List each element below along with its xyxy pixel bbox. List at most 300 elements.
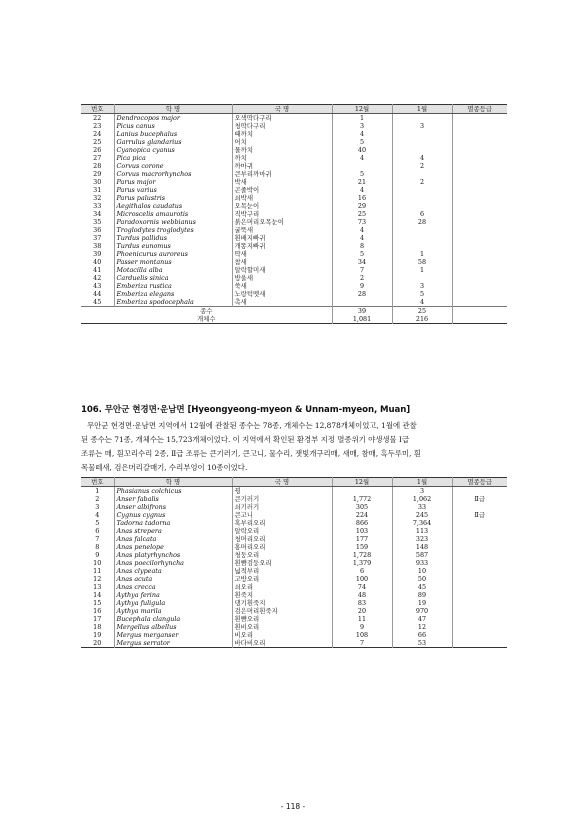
table-cell: 1,772 [332,495,392,503]
table-cell: 쇠기러기 [232,503,332,511]
table-cell: 1,062 [392,495,452,503]
table-cell: 9 [332,623,392,631]
table-row [81,559,507,567]
table-cell: 3 [392,122,452,130]
table-cell: 26 [93,146,102,154]
table-cell: Aegithalos caudatus [114,202,232,210]
table-row [81,138,507,146]
table-cell: 28 [332,290,392,298]
table-cell: Ⅱ급 [452,495,507,503]
table-cell: 12 [392,623,452,631]
table-cell [452,146,507,154]
table-row [81,591,507,599]
table-row [81,122,507,130]
table-cell: 4 [332,226,392,234]
table-cell: 쇠박새 [232,194,332,202]
table-row [81,527,507,535]
column-header: 멸종등급 [452,478,507,487]
table-row [81,551,507,559]
table-cell: 970 [392,607,452,615]
table-cell [452,551,507,559]
table-cell [452,575,507,583]
summary-label: 개체수 [196,315,216,323]
summary-label: 종수 [81,307,332,316]
table-cell: 흰뺨검둥오리 [232,559,332,567]
table-cell: 참새 [232,258,332,266]
table-cell: 4 [392,298,452,307]
table-row [81,575,507,583]
table-row [81,154,507,162]
species-table-2 [81,477,507,648]
table-cell [452,178,507,186]
table-cell [452,250,507,258]
table-cell: 오색딱다구리 [232,114,332,123]
table-cell: 113 [392,527,452,535]
table-cell [452,487,507,496]
table-cell: Anser albifrons [114,503,232,511]
table-cell: 곤줄박이 [232,186,332,194]
table-cell: 45 [392,583,452,591]
table-cell: 53 [392,639,452,648]
table-cell: 32 [93,194,102,202]
table-cell: 7 [332,266,392,274]
table-cell: 4 [332,130,392,138]
table-cell: Parus varius [114,186,232,194]
table-row [81,250,507,258]
column-header: 12월 [332,105,392,114]
table-cell: 2 [392,162,452,170]
table-cell [392,194,452,202]
table-cell: 50 [392,575,452,583]
table-cell [452,503,507,511]
table-cell: 45 [93,298,102,306]
table-cell: 굴뚝새 [232,226,332,234]
table-cell: 4 [95,511,100,519]
table-cell: 5 [332,170,392,178]
table-cell: 6 [95,527,100,535]
table-row [81,607,507,615]
table-cell: Parus major [114,178,232,186]
table-row [81,487,507,496]
table-cell: 흰비오리 [232,623,332,631]
table-cell: Tadorna tadorna [114,519,232,527]
table-cell [452,226,507,234]
table-cell: 혹부리오리 [232,519,332,527]
table-cell: 넓적부리 [232,567,332,575]
table-cell [392,130,452,138]
table-cell: 58 [392,258,452,266]
table-row [81,290,507,298]
table-cell: 6 [332,567,392,575]
table-cell [452,202,507,210]
table-cell: 5 [332,250,392,258]
table-cell: 물까치 [232,146,332,154]
table-cell: 11 [93,567,102,575]
table-row [81,639,507,648]
table-cell: 딱새 [232,250,332,258]
table-cell: Anas falcata [114,535,232,543]
table-cell: 어치 [232,138,332,146]
table-cell: Parus palustris [114,194,232,202]
table-cell: 5 [95,519,100,527]
table-cell: 청머리오리 [232,535,332,543]
table-row [81,503,507,511]
table-cell: Aythya fuligula [114,599,232,607]
table-cell: Anas acuta [114,575,232,583]
paragraph-line: 무안군 현경면·운남면 지역에서 12월에 관찰된 종수는 78종, 개체수는 12,878개체이었고, 1월에 관찰 [87,421,417,430]
table-row [81,583,507,591]
table-cell [452,535,507,543]
table-cell: 꿩 [232,487,332,496]
table-cell: Mergus serrator [114,639,232,648]
table-cell: 1,728 [332,551,392,559]
table-cell: 4 [392,154,452,162]
table-cell [452,315,507,324]
table-cell [452,519,507,527]
table-cell: 34 [332,258,392,266]
table-cell: 흰뺨오리 [232,615,332,623]
table-header-row [81,105,507,114]
table-cell: 33 [392,503,452,511]
table-cell: 15 [93,599,102,607]
table-row [81,170,507,178]
table-cell [452,543,507,551]
section-paragraph [81,419,507,475]
table-cell: 5 [392,290,452,298]
table-cell: Ⅱ급 [452,511,507,519]
table-cell: 47 [392,615,452,623]
table-cell: 3 [95,503,100,511]
table-cell: 쑥새 [232,282,332,290]
table-cell: 148 [392,543,452,551]
table-cell: Anas clypeata [114,567,232,575]
table-cell: 40 [93,258,102,266]
table-row [81,114,507,123]
summary-value: 25 [392,307,452,316]
table-cell: 노랑턱멧새 [232,290,332,298]
column-header: 국 명 [232,478,332,487]
column-header: 번호 [81,105,114,114]
table-cell: 323 [392,535,452,543]
table-cell [452,194,507,202]
table-cell: Cygnus cygnus [114,511,232,519]
table-cell: 29 [93,170,102,178]
table-row [81,194,507,202]
table-row [81,615,507,623]
table-cell [452,154,507,162]
table-cell: 박새 [232,178,332,186]
table-row [81,519,507,527]
table-cell [452,170,507,178]
table-cell: 18 [93,623,102,631]
table-row [81,186,507,194]
table-cell: 쇠오리 [232,583,332,591]
column-header: 1월 [392,105,452,114]
table-cell: 4 [332,186,392,194]
table-cell: 개똥지빠귀 [232,242,332,250]
table-cell [392,170,452,178]
table-cell: 27 [93,154,102,162]
table-cell [392,186,452,194]
species-table-1 [81,104,507,324]
page-number: - 118 - [280,802,306,811]
table-cell: Microscelis amaurotis [114,210,232,218]
table-cell [452,274,507,282]
table-cell: Dendrocopos major [114,114,232,123]
table-cell [452,631,507,639]
table-cell: 10 [392,567,452,575]
table-cell: 오목눈이 [232,202,332,210]
table-cell: Corvus corone [114,162,232,170]
table-cell: 큰기러기 [232,495,332,503]
table-row [81,567,507,575]
column-header: 학 명 [114,105,232,114]
column-header: 1월 [392,478,452,487]
table-cell [332,487,392,496]
paragraph-line: 된 종수는 71종, 개체수는 15,723개체이었다. 이 지역에서 확인된 환경부 지정 멸종위기 야생생물 Ⅰ급 [81,435,410,444]
table-row [81,258,507,266]
table-cell: 89 [392,591,452,599]
table-cell: 까치 [232,154,332,162]
column-header: 멸종등급 [452,105,507,114]
table-row [81,178,507,186]
table-cell: 2 [95,495,100,503]
table-cell [392,242,452,250]
table-cell [452,623,507,631]
table-cell: Aythya marila [114,607,232,615]
table-cell: 7,364 [392,519,452,527]
table-cell: 48 [332,591,392,599]
table-cell [452,583,507,591]
table-cell: 11 [332,615,392,623]
table-cell [452,138,507,146]
table-cell [452,114,507,123]
table-cell: Turdus pallidus [114,234,232,242]
table-cell [452,298,507,307]
table-cell: 16 [93,607,102,615]
table-cell: 159 [332,543,392,551]
table-cell: 4 [332,234,392,242]
table-cell: 83 [332,599,392,607]
table-cell: 4 [332,154,392,162]
table-cell: Anas penelope [114,543,232,551]
table-cell: Corvus macrorhynchos [114,170,232,178]
table-cell: Carduelis sinica [114,274,232,282]
column-header: 번호 [81,478,114,487]
table-row [81,599,507,607]
paragraph-line: 목물떼새, 검은머리갈매기, 수리부엉이 10종이었다. [81,463,248,472]
table-cell: 66 [392,631,452,639]
table-header-row [81,478,507,487]
table-cell: 흰죽지 [232,591,332,599]
table-cell: 때까치 [232,130,332,138]
table-cell: 8 [332,242,392,250]
table-cell: 43 [93,282,102,290]
table-cell: 까마귀 [232,162,332,170]
table-cell [452,615,507,623]
table-cell: 7 [95,535,100,543]
table-cell [392,138,452,146]
table-cell: 30 [93,178,102,186]
table-cell: 35 [93,218,102,226]
table-cell: Lanius bucephalus [114,130,232,138]
table-cell: 34 [93,210,102,218]
table-row [81,210,507,218]
summary-value: 39 [332,307,392,316]
table-cell [392,146,452,154]
table-cell: 큰부리까마귀 [232,170,332,178]
table-cell [452,290,507,298]
table-cell: 21 [332,178,392,186]
table-cell: Cyanopica cyanus [114,146,232,154]
table-row [81,234,507,242]
table-cell: 2 [392,178,452,186]
table-cell: 933 [392,559,452,567]
table-cell: 19 [392,599,452,607]
table-row [81,146,507,154]
table-cell: Phoenicurus auroreus [114,250,232,258]
table-cell: 촉새 [232,298,332,307]
table-cell [452,210,507,218]
table-cell: Passer montanus [114,258,232,266]
table-cell [452,607,507,615]
table-row [81,495,507,503]
table-cell [392,274,452,282]
table-cell: 알락할미새 [232,266,332,274]
table-cell: 37 [93,234,102,242]
table-row [81,266,507,274]
table-cell: 22 [93,114,102,122]
table-cell: Anas crecca [114,583,232,591]
table-cell: 9 [332,282,392,290]
table-cell [392,202,452,210]
table-cell: 1 [392,266,452,274]
table-cell: 16 [332,194,392,202]
table-cell: 청둥오리 [232,551,332,559]
table-cell: Anas platyrhynchos [114,551,232,559]
table-cell [392,226,452,234]
table-cell [392,234,452,242]
table-cell: 28 [93,162,102,170]
table-cell: 23 [93,122,102,130]
table-cell: 비오리 [232,631,332,639]
table-cell: Garrulus glandarius [114,138,232,146]
table-cell: 17 [93,615,102,623]
table-cell: 41 [93,266,102,274]
summary-value: 216 [392,315,452,324]
table-row [81,130,507,138]
table-cell: 3 [392,487,452,496]
table-cell: 177 [332,535,392,543]
table-cell: 5 [332,138,392,146]
paragraph-line: 조류는 매, 흰꼬리수리 2종, Ⅱ급 조류는 큰기러기, 큰고니, 물수리, 잿빛개구리매, 새매, 참매, 흑두루미, 흰 [81,449,421,458]
table-row [81,298,507,307]
table-cell: Pica pica [114,154,232,162]
table-cell: 1 [332,114,392,123]
table-cell: 224 [332,511,392,519]
summary-row [81,315,507,324]
table-cell: Phasianus colchicus [114,487,232,496]
table-cell [452,162,507,170]
table-cell: 직박구리 [232,210,332,218]
table-cell: Motacilla alba [114,266,232,274]
column-header: 국 명 [232,105,332,114]
table-cell: 7 [332,639,392,648]
table-cell [452,266,507,274]
table-row [81,511,507,519]
table-cell: 1,379 [332,559,392,567]
summary-value: 1,081 [332,315,392,324]
summary-row [81,307,507,316]
table-cell: 36 [93,226,102,234]
table-cell: Turdus eunomus [114,242,232,250]
table-cell [452,234,507,242]
table-cell: 6 [392,210,452,218]
table-cell [452,186,507,194]
column-header: 학 명 [114,478,232,487]
table-cell: Picus canus [114,122,232,130]
table-cell [452,258,507,266]
table-cell: 40 [332,146,392,154]
table-cell: 42 [93,274,102,282]
table-cell: Paradoxornis webbianus [114,218,232,226]
table-cell: 38 [93,242,102,250]
table-cell: Emberiza spodocephala [114,298,232,307]
table-cell: Anser fabalis [114,495,232,503]
table-cell [452,591,507,599]
table-cell: 바다비오리 [232,639,332,648]
table-cell [452,122,507,130]
table-row [81,535,507,543]
table-row [81,202,507,210]
table-cell: 19 [93,631,102,639]
table-cell: 73 [332,218,392,226]
table-cell: Emberiza rustica [114,282,232,290]
table-cell: 13 [93,583,102,591]
table-cell: 9 [95,551,100,559]
table-cell: 28 [392,218,452,226]
section-title: 106. 무안군 현경면·운남면 [Hyeongyeong-myeon & Unnam-myeon, Muan] [81,405,411,415]
table-cell: 39 [93,250,102,258]
table-cell: 305 [332,503,392,511]
table-cell: 12 [93,575,102,583]
table-cell: 2 [332,274,392,282]
table-cell: 댕기흰죽지 [232,599,332,607]
table-cell: 33 [93,202,102,210]
table-cell: Bucephala clangula [114,615,232,623]
table-row [81,282,507,290]
table-cell: 14 [93,591,102,599]
table-row [81,274,507,282]
table-row [81,631,507,639]
table-cell: 검은머리흰죽지 [232,607,332,615]
table-cell [452,282,507,290]
table-cell: 587 [392,551,452,559]
table-cell: 청딱다구리 [232,122,332,130]
table-cell [452,130,507,138]
table-cell: 103 [332,527,392,535]
table-row [81,226,507,234]
table-cell: Mergus merganser [114,631,232,639]
table-cell: 20 [93,639,102,647]
table-row [81,543,507,551]
table-cell: 100 [332,575,392,583]
table-cell [332,162,392,170]
table-cell: 25 [93,138,102,146]
table-cell: 붉은머리오목눈이 [232,218,332,226]
table-row [81,162,507,170]
table-cell: Anas poecilorhyncha [114,559,232,567]
